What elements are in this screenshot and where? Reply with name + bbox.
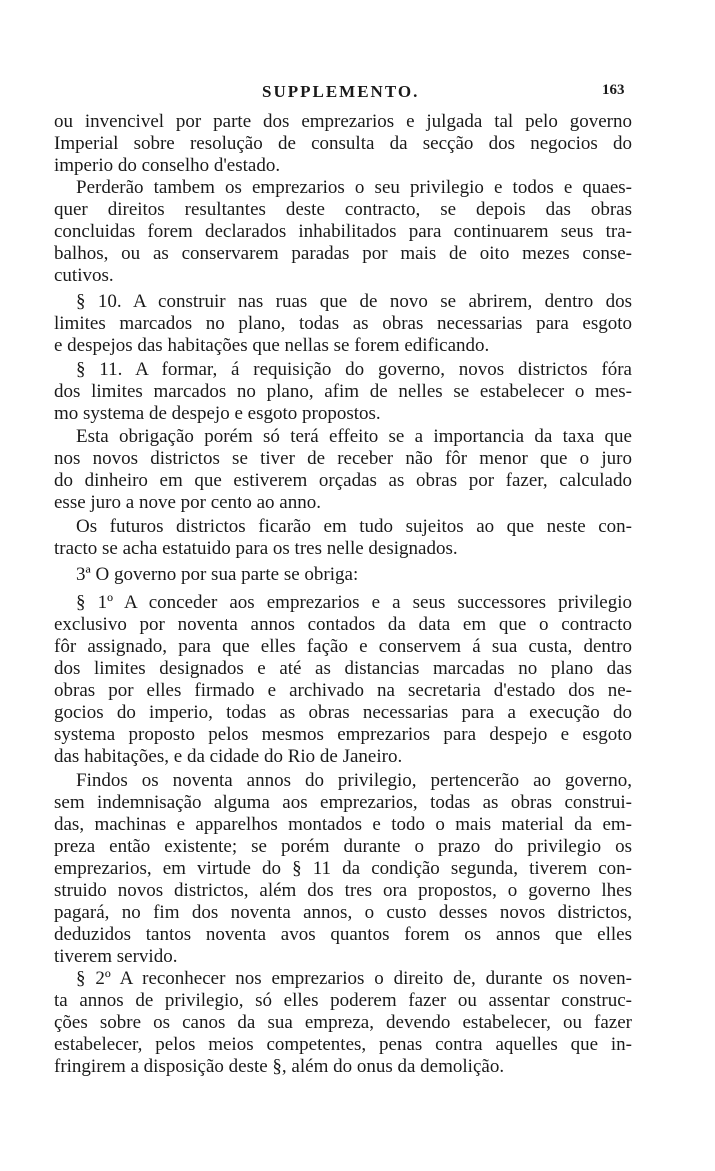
text-line: exclusivo por noventa annos contados da data em que o contracto [54,614,632,635]
text-line: 3ª O governo por sua parte se obriga: [76,564,359,585]
text-line: Esta obrigação porém só terá effeito se a importancia da taxa que [76,426,632,447]
text-line: Findos os noventa annos do privilegio, pertencerão ao governo, [76,770,632,791]
text-line: Os futuros districtos ficarão em tudo sujeitos ao que neste con- [76,516,632,537]
text-line: gocios do imperio, todas as obras necessarias para a execução do [54,702,632,723]
text-line: das habitações, e da cidade do Rio de Janeiro. [54,746,403,767]
text-line: § 2º A reconhecer nos emprezarios o direito de, durante os noven- [76,968,632,989]
text-line: § 10. A construir nas ruas que de novo se abrirem, dentro dos [76,291,632,312]
paragraph [54,291,632,357]
text-line: § 1º A conceder aos emprezarios e a seus successores privilegio [76,592,632,613]
text-line: systema proposto pelos mesmos emprezarios para despejo e esgoto [54,724,632,745]
text-line: mo systema de despejo e esgoto propostos. [54,403,381,424]
text-line: ções sobre os canos da sua empreza, devendo estabelecer, ou fazer [54,1012,632,1033]
text-line: Imperial sobre resolução de consulta da secção dos negocios do [54,133,632,154]
text-line: dos limites marcados no plano, afim de nelles se estabelecer o mes- [54,381,632,402]
text-line: emprezarios, em virtude do § 11 da condição segunda, tiverem con- [54,858,632,879]
text-line: tiverem servido. [54,946,178,967]
paragraph [54,359,632,425]
text-line: concluidas forem declarados inhabilitados para continuarem seus tra- [54,221,632,242]
text-line: ou invencivel por parte dos emprezarios e julgada tal pelo governo [54,111,632,132]
paragraph [54,516,632,560]
text-line: dos limites designados e até as distancias marcadas no plano das [54,658,632,679]
text-line: sem indemnisação alguma aos emprezarios, todas as obras construi- [54,792,632,813]
text-line: obras por elles firmado e archivado na secretaria d'estado dos ne- [54,680,632,701]
text-line: ta annos de privilegio, só elles poderem fazer ou assentar construc- [54,990,632,1011]
text-line: § 11. A formar, á requisição do governo, novos districtos fóra [76,359,632,380]
running-title: SUPPLEMENTO. [262,82,420,101]
paragraph [54,564,632,586]
paragraph [54,592,632,768]
text-line: struido novos districtos, além dos tres ora propostos, o governo lhes [54,880,632,901]
paragraph [54,426,632,514]
text-line: pagará, no fim dos noventa annos, o custo desses novos districtos, [54,902,632,923]
text-line: fringirem a disposição deste §, além do onus da demolição. [54,1056,505,1077]
text-line: fôr assignado, para que elles fação e conservem á sua custa, dentro [54,636,632,657]
text-line: do dinheiro em que estiverem orçadas as obras por fazer, calculado [54,470,632,491]
text-line: nos novos districtos se tiver de receber não fôr menor que o juro [54,448,632,469]
paragraph [54,770,632,968]
text-line: balhos, ou as conservarem paradas por mais de oito mezes conse- [54,243,632,264]
page-number: 163 [602,82,625,98]
text-line: cutivos. [54,265,114,286]
text-line: deduzidos tantos noventa avos quantos forem os annos que elles [54,924,632,945]
text-line: esse juro a nove por cento ao anno. [54,492,321,513]
text-line: imperio do conselho d'estado. [54,155,281,176]
text-line: das, machinas e apparelhos montados e todo o mais material da em- [54,814,632,835]
paragraph [54,111,632,177]
text-line: Perderão tambem os emprezarios o seu privilegio e todos e quaes- [76,177,632,198]
text-line: quer direitos resultantes deste contracto, se depois das obras [54,199,632,220]
paragraph [54,968,632,1078]
text-line: tracto se acha estatuido para os tres nelle designados. [54,538,458,559]
text-line: preza então existente; se porém durante o prazo do privilegio os [54,836,632,857]
text-line: estabelecer, pelos meios competentes, penas contra aquelles que in- [54,1034,632,1055]
text-line: e despejos das habitações que nellas se forem edificando. [54,335,490,356]
text-line: limites marcados no plano, todas as obras necessarias para esgoto [54,313,632,334]
page-header [0,82,715,104]
paragraph [54,177,632,287]
